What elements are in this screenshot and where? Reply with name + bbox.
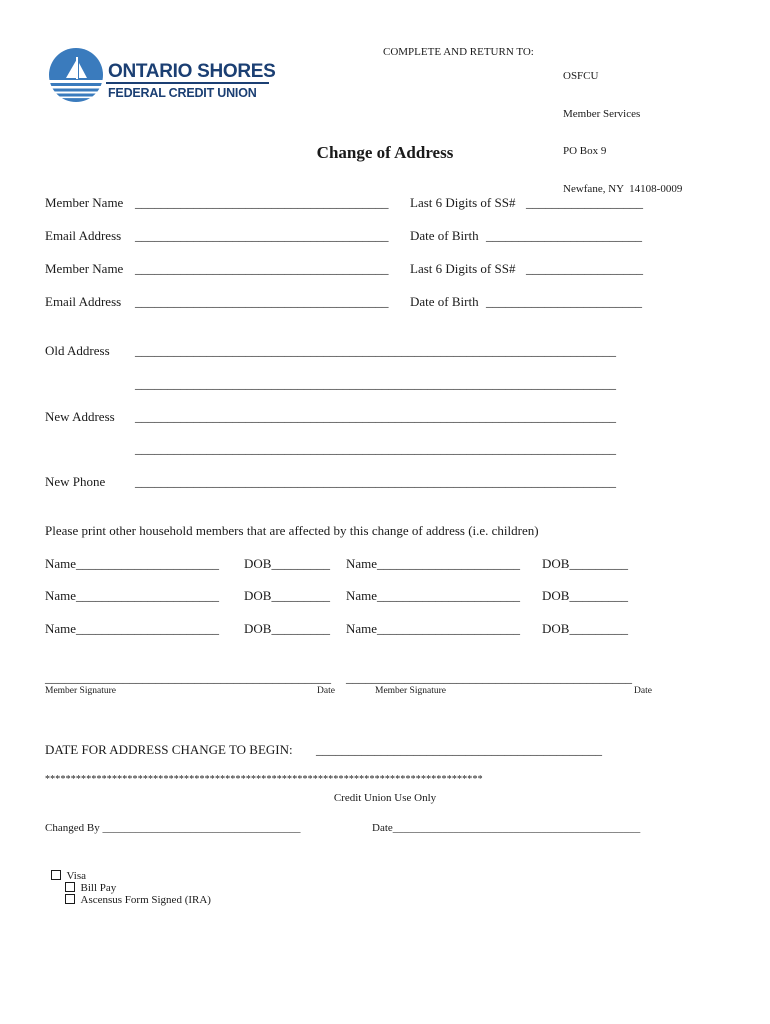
old-address-line-1[interactable]: __________________________________________________________________________	[135, 343, 616, 358]
household-dob-field[interactable]: DOB_________	[542, 588, 628, 603]
new-address-line-2[interactable]: __________________________________________________________________________	[135, 441, 616, 456]
ssn-field[interactable]: __________________	[526, 261, 643, 276]
household-name-field[interactable]: Name______________________	[346, 621, 521, 636]
household-dob-field[interactable]: DOB_________	[244, 588, 330, 603]
checkbox-label: Ascensus Form Signed (IRA)	[80, 894, 211, 906]
household-dob-field[interactable]: DOB_________	[542, 621, 628, 636]
household-instruction: Please print other household members that are affected by this change of address (i.e. children)	[45, 523, 539, 538]
change-begin-label: DATE FOR ADDRESS CHANGE TO BEGIN:	[45, 742, 293, 757]
email-label: Email Address	[45, 228, 122, 243]
signature-line-2[interactable]: ____________________________________________	[346, 670, 632, 685]
old-address-line-2[interactable]: __________________________________________________________________________	[135, 376, 616, 391]
old-address-label: Old Address	[45, 343, 110, 358]
office-use-heading: Credit Union Use Only	[333, 792, 437, 804]
checkbox-bill-pay[interactable]	[65, 882, 117, 894]
return-line: Member Services	[563, 107, 641, 120]
signature-date-caption: Date	[317, 686, 335, 696]
new-address-label: New Address	[45, 409, 115, 424]
return-line: OSFCU	[563, 70, 599, 82]
office-checkboxes	[45, 858, 211, 906]
return-line: Newfane, NY 14108-0009	[563, 182, 683, 195]
member-signature-caption: Member Signature	[375, 686, 446, 696]
checkbox-icon[interactable]	[65, 882, 75, 892]
signature-line-1[interactable]: ____________________________________________	[45, 670, 331, 685]
office-date-field[interactable]: Date_____________________________________________	[372, 822, 641, 834]
new-address-line-1[interactable]: __________________________________________________________________________	[135, 409, 616, 424]
household-name-field[interactable]: Name______________________	[346, 588, 521, 603]
member-name-field[interactable]: _______________________________________	[135, 195, 389, 210]
changed-by-field[interactable]: Changed By ____________________________________	[45, 822, 301, 834]
return-line: PO Box 9	[563, 145, 607, 157]
ssn-label: Last 6 Digits of SS#	[410, 195, 516, 210]
checkbox-label: Bill Pay	[80, 882, 117, 894]
new-phone-label: New Phone	[45, 474, 106, 489]
checkbox-icon[interactable]	[65, 894, 75, 904]
dob-field[interactable]: ________________________	[486, 294, 642, 309]
household-name-field[interactable]: Name______________________	[45, 621, 220, 636]
dob-label: Date of Birth	[410, 294, 479, 309]
logo-subtitle: FEDERAL CREDIT UNION	[108, 86, 257, 100]
household-name-field[interactable]: Name______________________	[45, 556, 220, 571]
household-name-field[interactable]: Name______________________	[45, 588, 220, 603]
ssn-label: Last 6 Digits of SS#	[410, 261, 516, 276]
dob-label: Date of Birth	[410, 228, 479, 243]
checkbox-icon[interactable]	[51, 870, 61, 880]
signature-date-caption: Date	[634, 686, 652, 696]
divider: *************************************************************************************	[45, 774, 483, 785]
return-to-label: COMPLETE AND RETURN TO:	[383, 46, 534, 58]
checkbox-ascensus[interactable]	[65, 894, 211, 906]
ssn-field[interactable]: __________________	[526, 195, 643, 210]
member-name-label: Member Name	[45, 195, 124, 210]
change-begin-field[interactable]: ____________________________________________	[316, 742, 602, 757]
email-label: Email Address	[45, 294, 122, 309]
member-name-label: Member Name	[45, 261, 124, 276]
member-signature-caption: Member Signature	[45, 686, 116, 696]
household-name-field[interactable]: Name______________________	[346, 556, 521, 571]
page-title: Change of Address	[316, 143, 454, 162]
return-address	[563, 46, 682, 208]
household-dob-field[interactable]: DOB_________	[542, 556, 628, 571]
household-dob-field[interactable]: DOB_________	[244, 621, 330, 636]
member-name-field[interactable]: _______________________________________	[135, 261, 389, 276]
email-field[interactable]: _______________________________________	[135, 294, 389, 309]
household-dob-field[interactable]: DOB_________	[244, 556, 330, 571]
logo-name: ONTARIO SHORES	[108, 61, 276, 82]
checkbox-label: Visa	[66, 870, 87, 882]
email-field[interactable]: _______________________________________	[135, 228, 389, 243]
dob-field[interactable]: ________________________	[486, 228, 642, 243]
checkbox-visa[interactable]	[51, 870, 87, 882]
new-phone-field[interactable]: __________________________________________________________________________	[135, 474, 616, 489]
